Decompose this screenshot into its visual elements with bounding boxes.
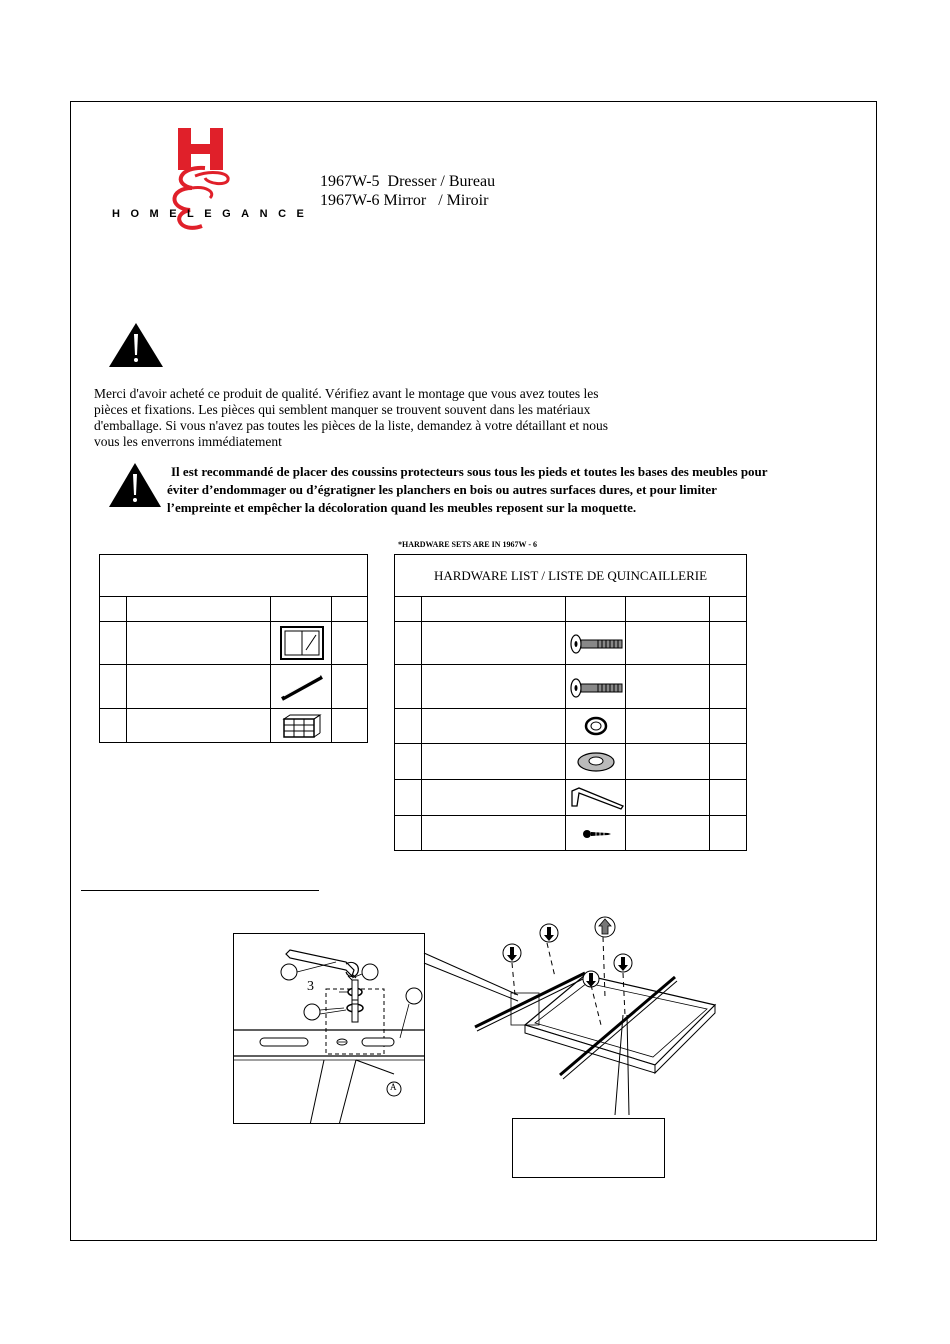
logo-mark-icon — [110, 126, 305, 238]
up-arrow-icon — [595, 917, 615, 937]
table-row — [331, 664, 368, 709]
table-row — [394, 815, 422, 851]
table-row — [394, 743, 422, 780]
callout-label-3: 3 — [307, 979, 314, 994]
lock-washer-icon — [584, 716, 608, 736]
table-row — [421, 621, 566, 665]
table-row — [565, 708, 626, 744]
support-bracket-icon — [280, 673, 324, 703]
table-row — [421, 664, 566, 709]
medium-bolt-icon — [570, 678, 624, 698]
table-row — [565, 815, 626, 851]
hardware-header-cell — [565, 596, 626, 622]
model-title-dresser: 1967W-5 Dresser / Bureau — [320, 173, 496, 190]
notice-line: pièces et fixations. Les pièces qui semblent manquer se trouvent souvent dans les matériaux — [94, 402, 591, 417]
table-row — [625, 708, 710, 744]
notice-line: d'emballage. Si vous n'avez pas toutes les pièces de la liste, demandez à votre détaillant et nous — [94, 418, 608, 433]
table-row — [270, 621, 332, 665]
warning-triangle-icon — [108, 322, 164, 368]
assembly-detail-diagram — [234, 934, 425, 1124]
warning-line: Il est recommandé de placer des coussins protecteurs sous tous les pieds et toutes les bases des meubles pour — [171, 464, 768, 479]
notice-line: Merci d'avoir acheté ce produit de qualité. Vérifiez avant le montage que vous avez toutes les — [94, 386, 599, 401]
table-row — [709, 779, 747, 816]
warning-line: éviter d’endommager ou d’égratigner les planchers en bois ou autres surfaces dures, et pour limiter — [167, 482, 717, 497]
table-row — [126, 708, 271, 743]
notice-paragraph — [94, 386, 654, 450]
table-row — [270, 708, 332, 743]
table-row — [394, 779, 422, 816]
table-row — [99, 621, 127, 665]
hardware-table-title: HARDWARE LIST / LISTE DE QUINCAILLERIE — [433, 567, 708, 583]
table-row — [99, 708, 127, 743]
parts-table — [99, 554, 368, 743]
logo-letter: C — [278, 208, 287, 220]
table-row — [126, 621, 271, 665]
parts-header-cell — [99, 596, 127, 622]
logo-letter: L — [187, 208, 194, 220]
logo-letter: E — [296, 208, 304, 220]
warning-text — [167, 463, 827, 517]
hardware-table-title-cell — [394, 554, 747, 597]
table-row — [421, 708, 566, 744]
logo-wordmark — [112, 208, 304, 220]
hardware-table — [394, 554, 747, 851]
table-row — [565, 743, 626, 780]
parts-header-cell — [331, 596, 368, 622]
table-row — [270, 664, 332, 709]
table-row — [99, 664, 127, 709]
logo-letter: G — [222, 208, 231, 220]
bolt-icon — [503, 944, 521, 962]
long-bolt-icon — [570, 634, 624, 654]
flat-washer-icon — [576, 751, 616, 773]
mirror-frame-icon — [280, 626, 324, 660]
table-row — [331, 708, 368, 743]
homelegance-logo — [110, 126, 305, 238]
table-row — [331, 621, 368, 665]
table-row — [565, 779, 626, 816]
allen-key-icon — [569, 786, 625, 810]
hardware-header-cell — [394, 596, 422, 622]
table-row — [421, 779, 566, 816]
warning-line: l’empreinte et empêcher la décoloration quand les meubles reposent sur la moquette. — [167, 500, 637, 515]
table-row — [625, 779, 710, 816]
table-row — [394, 708, 422, 744]
logo-letter: E — [204, 208, 212, 220]
hardware-note: *HARDWARE SETS ARE IN 1967W - 6 — [398, 540, 537, 549]
table-row — [625, 664, 710, 709]
table-row — [625, 621, 710, 665]
table-row — [565, 664, 626, 709]
warning-triangle-icon — [108, 462, 162, 508]
section-heading-underline — [81, 890, 319, 891]
bolt-icon — [540, 924, 558, 942]
table-row — [394, 621, 422, 665]
parts-table-title-cell — [99, 554, 368, 597]
hardware-header-cell — [421, 596, 566, 622]
table-row — [625, 743, 710, 780]
table-row — [421, 743, 566, 780]
notice-line: vous les enverrons immédiatement — [94, 434, 282, 449]
hardware-header-cell — [709, 596, 747, 622]
logo-letter: O — [130, 208, 140, 220]
table-row — [709, 708, 747, 744]
table-row — [421, 815, 566, 851]
parts-header-cell — [126, 596, 271, 622]
table-row — [709, 815, 747, 851]
logo-letter: M — [149, 208, 159, 220]
table-row — [565, 621, 626, 665]
logo-letter: H — [112, 208, 120, 220]
table-row — [126, 664, 271, 709]
table-row — [709, 621, 747, 665]
assembly-detail-box — [233, 933, 425, 1124]
table-row — [625, 815, 710, 851]
table-row — [709, 664, 747, 709]
bolt-icon — [614, 954, 632, 972]
small-screw-icon — [582, 829, 612, 839]
table-row — [394, 664, 422, 709]
logo-letter: A — [241, 208, 250, 220]
logo-letter: E — [169, 208, 177, 220]
model-title-mirror: 1967W-6 Mirror / Miroir — [320, 192, 489, 209]
table-row — [709, 743, 747, 780]
drawer-assembly-diagram — [475, 915, 715, 1115]
logo-letter: N — [259, 208, 268, 220]
hardware-header-cell — [625, 596, 710, 622]
dresser-icon — [282, 713, 322, 739]
bolt-icon — [583, 971, 599, 987]
parts-header-cell — [270, 596, 332, 622]
note-box — [512, 1118, 665, 1178]
callout-label-a: A — [390, 1082, 397, 1092]
